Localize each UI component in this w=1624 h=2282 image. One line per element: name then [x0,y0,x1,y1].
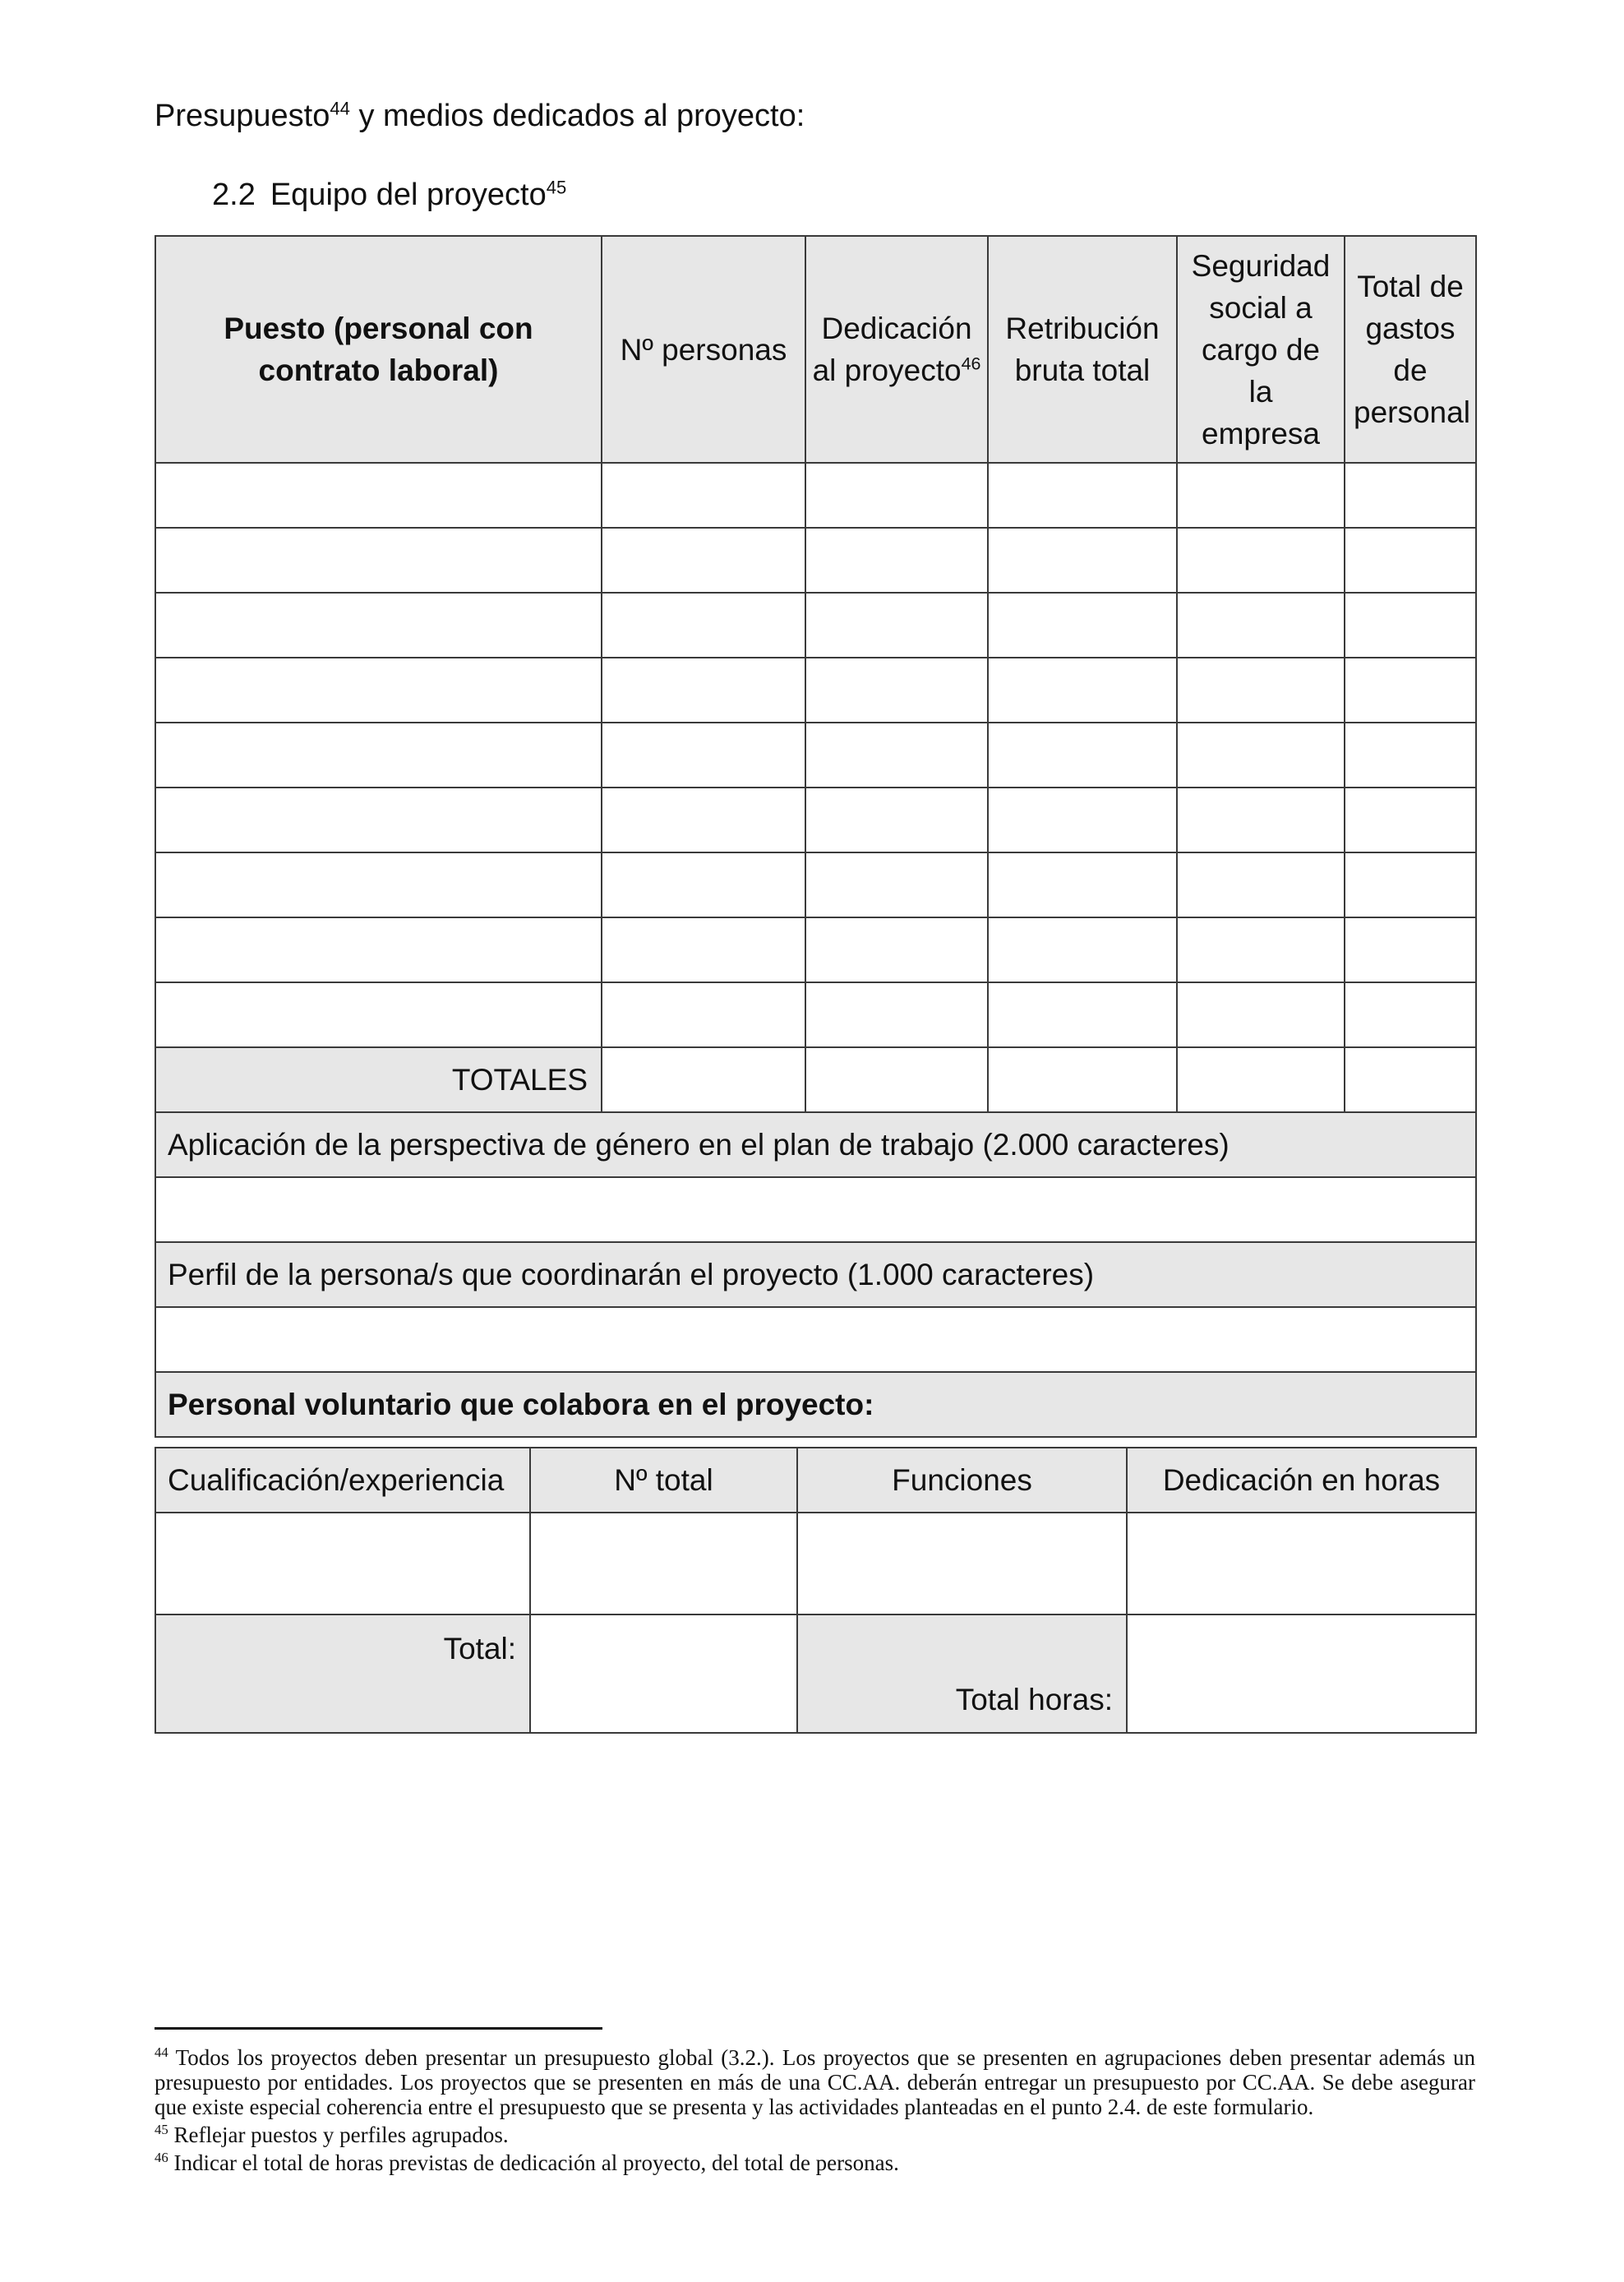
cell-total-gastos[interactable] [1345,852,1476,917]
cell-funciones[interactable] [797,1513,1127,1614]
cell-seguridad-social[interactable] [1177,658,1345,723]
header-retribucion: Retribución bruta total [988,236,1177,463]
total-label: Total: [155,1614,530,1733]
cell-puesto[interactable] [155,463,602,528]
cell-total-gastos[interactable] [1345,528,1476,593]
section-title-text: Equipo del proyecto [270,178,547,212]
table-row [155,593,1476,658]
cell-retribucion[interactable] [988,463,1177,528]
header-puesto: Puesto (personal con contrato laboral) [155,236,602,463]
cell-total-gastos[interactable] [1345,658,1476,723]
cell-n-personas[interactable] [602,463,805,528]
footnote-46 [155,2150,1475,2175]
cell-n-personas[interactable] [602,917,805,982]
total-horas-field[interactable] [1127,1614,1476,1733]
footnote-number: 44 [155,2044,168,2060]
cell-seguridad-social[interactable] [1177,982,1345,1047]
header-n-personas: Nº personas [602,236,805,463]
cell-seguridad-social[interactable] [1177,723,1345,788]
cell-retribucion[interactable] [988,788,1177,852]
total-seguridad-social[interactable] [1177,1047,1345,1112]
cell-retribucion[interactable] [988,917,1177,982]
header-cualificacion: Cualificación/experiencia [155,1448,530,1513]
cell-total-gastos[interactable] [1345,463,1476,528]
voluntario-label: Personal voluntario que colabora en el proyecto: [155,1372,1476,1437]
cell-n-personas[interactable] [602,658,805,723]
header-funciones: Funciones [797,1448,1127,1513]
perfil-field-row [155,1307,1476,1372]
footnote-45 [155,2123,1475,2147]
staff-header-row [155,236,1476,463]
cell-seguridad-social[interactable] [1177,593,1345,658]
cell-dedicacion[interactable] [805,788,988,852]
total-gastos[interactable] [1345,1047,1476,1112]
totals-row [155,1047,1476,1112]
cell-seguridad-social[interactable] [1177,528,1345,593]
table-row [155,788,1476,852]
cell-dedicacion[interactable] [805,463,988,528]
footnote-ref-44[interactable]: 44 [330,98,350,119]
genero-label: Aplicación de la perspectiva de género en el plan de trabajo (2.000 caracteres) [155,1112,1476,1177]
cell-total-gastos[interactable] [1345,788,1476,852]
heading-rest: y medios dedicados al proyecto: [349,99,805,133]
total-retribucion[interactable] [988,1047,1177,1112]
perfil-label: Perfil de la persona/s que coordinarán el proyecto (1.000 caracteres) [155,1242,1476,1307]
header-total-gastos: Total de gastos de personal [1345,236,1476,463]
cell-seguridad-social[interactable] [1177,788,1345,852]
section-number: 2.2 [212,178,256,212]
cell-total-gastos[interactable] [1345,723,1476,788]
cell-n-personas[interactable] [602,593,805,658]
cell-dedicacion[interactable] [805,658,988,723]
footnote-number: 45 [155,2122,168,2137]
cell-retribucion[interactable] [988,658,1177,723]
volunteer-total-row [155,1614,1476,1733]
cell-n-personas[interactable] [602,788,805,852]
cell-dedicacion-horas[interactable] [1127,1513,1476,1614]
cell-dedicacion[interactable] [805,917,988,982]
heading-text: Presupuesto [155,99,330,133]
volunteer-table [155,1447,1477,1734]
cell-total-gastos[interactable] [1345,917,1476,982]
staff-table [155,235,1477,1438]
cell-puesto[interactable] [155,723,602,788]
cell-dedicacion[interactable] [805,528,988,593]
table-row [155,917,1476,982]
cell-n-personas[interactable] [602,982,805,1047]
cell-retribucion[interactable] [988,528,1177,593]
perfil-field[interactable] [155,1307,1476,1372]
footnotes [155,2045,1475,2175]
cell-n-total[interactable] [530,1513,797,1614]
cell-retribucion[interactable] [988,852,1177,917]
volunteer-data-row [155,1513,1476,1614]
table-row [155,528,1476,593]
total-n-personas[interactable] [602,1047,805,1112]
cell-seguridad-social[interactable] [1177,917,1345,982]
cell-dedicacion[interactable] [805,723,988,788]
cell-total-gastos[interactable] [1345,593,1476,658]
total-n-field[interactable] [530,1614,797,1733]
perfil-label-row [155,1242,1476,1307]
footnote-separator [155,2027,602,2030]
cell-retribucion[interactable] [988,723,1177,788]
table-row [155,658,1476,723]
cell-seguridad-social[interactable] [1177,463,1345,528]
cell-n-personas[interactable] [602,852,805,917]
cell-n-personas[interactable] [602,723,805,788]
cell-puesto[interactable] [155,852,602,917]
footnote-ref-45[interactable]: 45 [546,177,567,198]
cell-dedicacion[interactable] [805,852,988,917]
volunteer-header-row [155,1448,1476,1513]
header-dedicacion-text: Dedicación al proyecto [812,312,972,387]
cell-retribucion[interactable] [988,982,1177,1047]
table-row [155,723,1476,788]
footnote-text: Todos los proyectos deben presentar un presupuesto global (3.2.). Los proyectos que se presenten en agrupaciones deben presentar además un presupuesto por entidades. Los proyectos que se presenten en más de una CC.AA. deberán entregar un presupuesto por CC.AA. Se debe asegurar que existe especial coherencia entre el presupuesto que se presenta y las actividades planteadas en el punto 2.4. de este formulario. [155,2045,1475,2119]
section-title [212,176,566,214]
header-seguridad-social: Seguridad social a cargo de la empresa [1177,236,1345,463]
cell-puesto[interactable] [155,528,602,593]
table-row [155,463,1476,528]
genero-label-row [155,1112,1476,1177]
header-dedicacion-horas: Dedicación en horas [1127,1448,1476,1513]
cell-cualificacion[interactable] [155,1513,530,1614]
page-heading [155,97,805,135]
footnote-44 [155,2045,1475,2119]
cell-puesto[interactable] [155,982,602,1047]
cell-retribucion[interactable] [988,593,1177,658]
cell-n-personas[interactable] [602,528,805,593]
cell-puesto[interactable] [155,917,602,982]
cell-total-gastos[interactable] [1345,982,1476,1047]
header-dedicacion [805,236,988,463]
cell-dedicacion[interactable] [805,593,988,658]
cell-seguridad-social[interactable] [1177,852,1345,917]
table-row [155,852,1476,917]
genero-field[interactable] [155,1177,1476,1242]
total-dedicacion[interactable] [805,1047,988,1112]
genero-field-row [155,1177,1476,1242]
cell-dedicacion[interactable] [805,982,988,1047]
footnote-ref-46[interactable]: 46 [961,353,981,374]
voluntario-label-row [155,1372,1476,1437]
footnote-number: 46 [155,2150,168,2165]
total-horas-label: Total horas: [797,1614,1127,1733]
header-n-total: Nº total [530,1448,797,1513]
cell-puesto[interactable] [155,788,602,852]
cell-puesto[interactable] [155,593,602,658]
totals-label: TOTALES [155,1047,602,1112]
cell-puesto[interactable] [155,658,602,723]
footnote-text: Indicar el total de horas previstas de dedicación al proyecto, del total de personas. [168,2150,899,2175]
footnote-text: Reflejar puestos y perfiles agrupados. [168,2123,509,2147]
table-row [155,982,1476,1047]
